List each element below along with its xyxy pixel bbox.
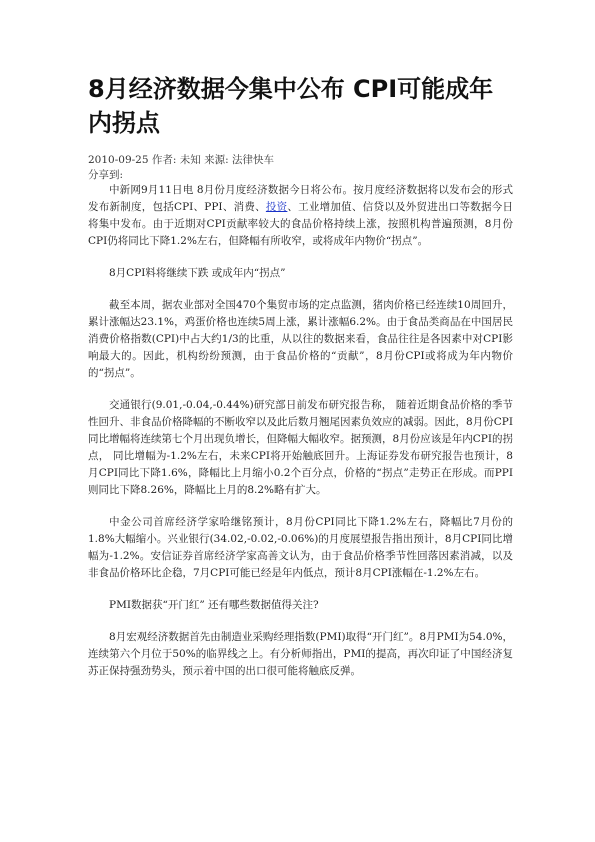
paragraph-bocom-forecast: 交通银行(9.01,-0.04,-0.44%)研究部日前发布研究报告称， 随着近期食品价格的季节性回升、非食品价格降幅的不断收窄以及此后数月翘尾因素负效应的减弱。因此，8月份CPI同比增幅将连续第七个月出现负增长，但降幅大幅收窄。据预测，8月份应该是年内CPI的拐点， 同比增幅为-1.2%左右，未来CPI将开始触底回升。上海证券发布研究报告也预计，8月CPI同比下降1.6%，降幅比上月缩小0.2个百分点，价格的“拐点”走势正在形成。而PPI则同比下降8.26%，降幅比上月的8.2%略有扩大。 [88,399,513,496]
paragraph-intro [88,182,513,250]
article-title: 8月经济数据今集中公布 CPI可能成年内拐点 [88,75,494,137]
paragraph-pmi: 8月宏观经济数据首先由制造业采购经理指数(PMI)取得“开门红”。8月PMI为54.0%，连续第六个月位于50%的临界线之上。有分析师指出，PMI的提高，再次印证了中国经济复苏正保持强劲势头，预示着中国的出口很可能将触底反弹。 [88,631,513,677]
article-meta [88,153,508,183]
paragraph-intro-text-b: 、工业增加值、信贷以及外贸进出口等数据今日将集中发布。由于近期对CPI贡献率较大的食品价格持续上涨，按照机构普遍预测，8月份CPI仍将同比下降1.2%左右，但降幅有所收窄，或将成年内物价“拐点”。 [88,201,514,247]
section-heading-cpi: 8月CPI料将继续下跌 或成年内“拐点” [109,267,286,279]
byline: 2010-09-25 作者: 未知 来源: 法律快车 [88,154,274,166]
paragraph-food-prices: 截至本周，据农业部对全国470个集贸市场的定点监测，猪肉价格已经连续10周回升，累计涨幅达23.1%，鸡蛋价格也连续5周上涨，累计涨幅6.2%。由于食品类商品在中国居民消费价格指数(CPI)中占大约1/3的比重，从以往的数据来看，食品往往是各因素中对CPI影响最大的。因此，机构纷纷预测，由于食品价格的“贡献”，8月份CPI或将成为年内物价的“拐点”。 [88,299,513,379]
paragraph-intro-text-a: 中新网9月11日电 8月份月度经济数据今日将公布。按月度经济数据将以发布会的形式发布新制度，包括CPI、PPI、消费、 [88,184,513,213]
paragraph-cicc-forecast: 中金公司首席经济学家哈继铭预计，8月份CPI同比下降1.2%左右，降幅比7月份的1.8%大幅缩小。兴业银行(34.02,-0.02,-0.06%)的月度展望报告指出预计，8月CPI同比增幅为-1.2%。安信证券首席经济学家高善文认为，由于食品价格季节性回落因素消减，以及非食品价格环比企稳，7月CPI可能已经是年内低点，预计8月CPI涨幅在-1.2%左右。 [88,516,513,579]
share-label: 分享到: [88,169,124,181]
section-heading-pmi: PMI数据获“开门红” 还有哪些数据值得关注? [109,599,319,611]
investment-link[interactable]: 投资 [265,201,288,213]
article-body [88,182,513,695]
